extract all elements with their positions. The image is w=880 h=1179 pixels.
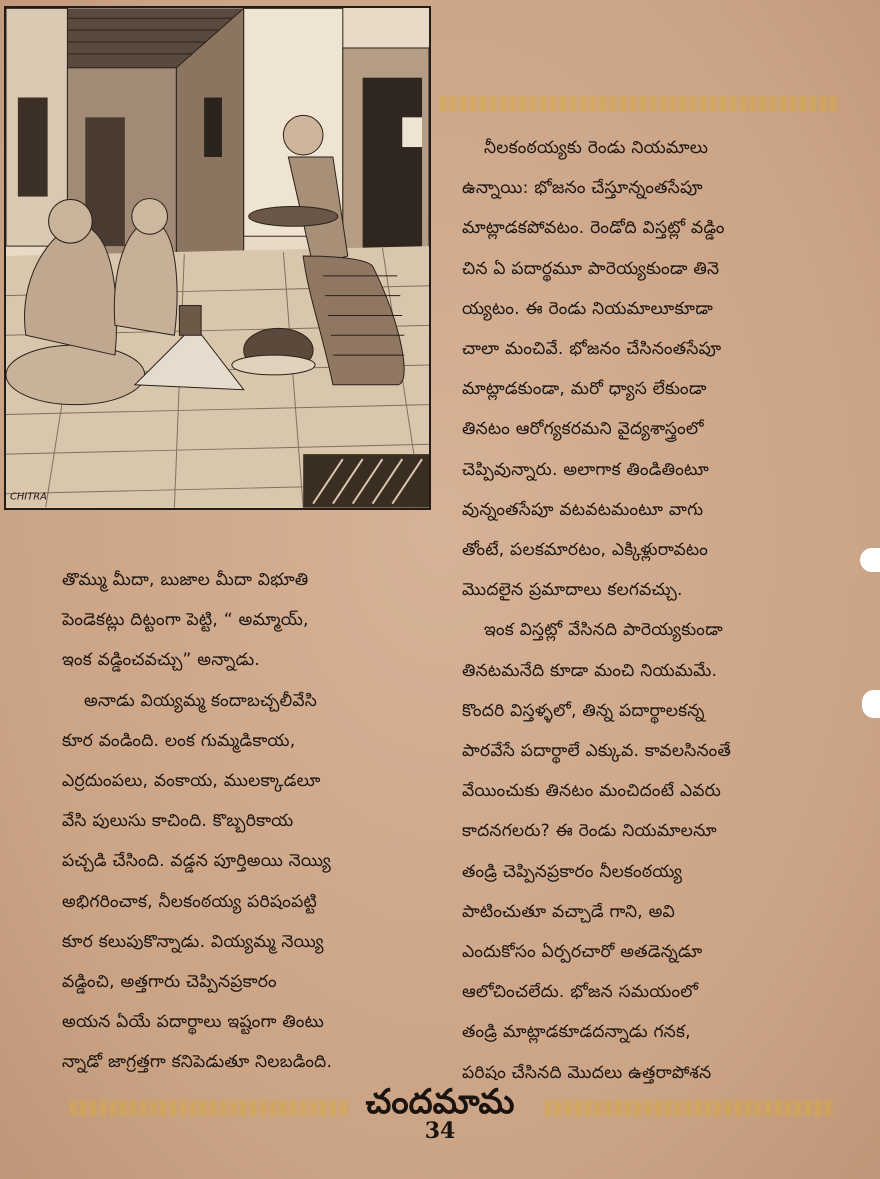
- illustration-signature: CHITRA: [9, 491, 47, 503]
- right-line-5: య్యటం. ఈ రెండు నియమాలూకూడా: [462, 298, 713, 319]
- top-decorative-band: [440, 96, 840, 112]
- illustration-drawing: [6, 8, 429, 508]
- right-line-24: పరిషం చేసినది మొదలు ఉత్తరాపోశన: [462, 1062, 712, 1083]
- right-line-2: ఉన్నాయి: భోజనం చేస్తూన్నంతసేపూ: [462, 178, 703, 199]
- left-line-1: తొమ్ము మీదా, బుజాల మీదా విభూతి: [62, 570, 309, 590]
- right-line-20: పాటించుతూ వచ్చాడే గాని, అవి: [462, 901, 675, 922]
- right-line-15: కొందరి విస్తళ్ళలో, తిన్న పదార్థాలకన్న: [462, 700, 705, 721]
- left-line-9: అభిగరించాక, నీలకంఠయ్య పరిషంపట్టి: [62, 891, 317, 912]
- left-line-8: పచ్చడి చేసింది. వడ్డన పూర్తిఅయి నెయ్యి: [62, 851, 331, 872]
- left-line-11: వడ్డించి, అత్తగారు చెప్పినప్రకారం: [62, 972, 277, 993]
- chitra-illustration: [4, 6, 431, 510]
- right-line-1: నీలకంఠయ్యకు రెండు నియమాలు: [484, 138, 709, 158]
- right-line-9: చెప్పివున్నారు. అలాగాక తిండితింటూ: [462, 459, 709, 480]
- right-line-14: తినటమనేది కూడా మంచి నియమమే.: [462, 660, 718, 681]
- right-line-7: మాట్లాడకుండా, మరో ధ్యాస లేకుండా: [462, 379, 707, 400]
- left-text-column: [62, 560, 434, 1083]
- right-line-21: ఎందుకోసం ఏర్పరచారో అతడెన్నడూ: [462, 942, 703, 963]
- page-number: 34: [424, 1118, 456, 1144]
- left-line-7: వేసి పులుసు కాచింది. కొబ్బరికాయ: [62, 811, 294, 832]
- paper-tear-mark: [860, 548, 880, 572]
- right-line-17: వేయించుకు తినటం మంచిదంటే ఎవరు: [462, 781, 722, 802]
- paper-tear-mark: [862, 690, 880, 718]
- right-line-23: తండ్రి మాట్లాడకూడదన్నాడు గనక,: [462, 1022, 691, 1043]
- right-line-10: వున్నంతసేపూ వటవటమంటూ వాగు: [462, 499, 704, 520]
- right-line-4: చిన ఏ పదార్థమూ పారెయ్యకుండా తినె: [462, 258, 720, 279]
- left-line-5: కూర వండింది. లంక గుమ్మడికాయ,: [62, 730, 296, 751]
- left-line-2: పెండెకట్లు దిట్టంగా పెట్టి, “ అమ్మాయ్,: [62, 610, 309, 631]
- magazine-title: చందమామ: [365, 1082, 515, 1122]
- right-line-16: పారవేసే పదార్థాలే ఎక్కువ. కావలసినంతే: [462, 741, 732, 762]
- right-text-column: [462, 128, 840, 1093]
- left-line-6: ఎర్రదుంపలు, వంకాయ, ములక్కాడలూ: [62, 771, 321, 792]
- left-line-3: ఇంక వడ్డించవచ్చు” అన్నాడు.: [62, 650, 261, 671]
- left-line-10: కూర కలుపుకొన్నాడు. వియ్యమ్మ నెయ్యి: [62, 931, 324, 952]
- left-line-12: అయన ఏయే పదార్థాలు ఇష్టంగా తింటు: [62, 1012, 325, 1033]
- right-line-12: మొదలైన ప్రమాదాలు కలగవచ్చు.: [462, 580, 683, 601]
- right-line-3: మాట్లాడకపోవటం. రెండోది విస్తట్లో వడ్డిం: [462, 218, 725, 239]
- left-line-4: అనాడు వియ్యమ్మ కందాబచ్చలీవేసి: [84, 690, 318, 711]
- right-line-18: కాదనగలరు? ఈ రెండు నియమాలనూ: [462, 821, 717, 842]
- right-line-13: ఇంక విస్తట్లో వేసినది పారెయ్యకుండా: [484, 620, 723, 641]
- right-line-6: చాలా మంచివే. భోజనం చేసినంతసేపూ: [462, 339, 722, 360]
- left-line-13: న్నాడో జాగ్రత్తగా కనిపెడుతూ నిలబడింది.: [62, 1052, 333, 1073]
- right-line-8: తినటం ఆరోగ్యకరమని వైద్యశాస్త్రంలో: [462, 419, 704, 440]
- right-line-19: తండ్రి చెప్పినప్రకారం నీలకంఠయ్య: [462, 861, 683, 882]
- right-line-11: తోంటే, పలకమారటం, ఎక్కిళ్లురావటం: [462, 540, 709, 561]
- right-line-22: ఆలోచించలేదు. భోజన సమయంలో: [462, 982, 699, 1003]
